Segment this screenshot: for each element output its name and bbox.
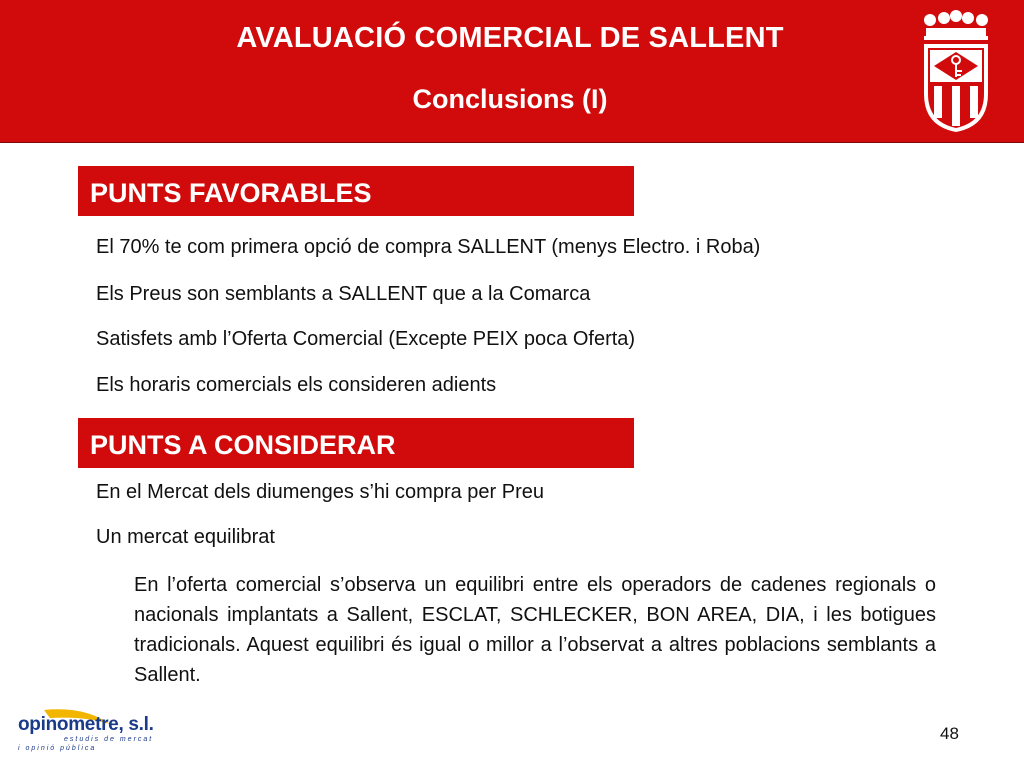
logo-tagline: estudis de mercat	[64, 736, 154, 743]
detail-paragraph: En l’oferta comercial s’observa un equilibri entre els operadors de cadenes regionals o nacionals implantats a Sallent, ESCLAT, SCHLECKER, BON AREA, DIA, i les botigues tradicionals. Aquest equilibri és igual o millor a l’observat a altres poblacions semblants a Sallent.	[134, 574, 936, 686]
list-item: Un mercat equilibrat	[96, 526, 275, 548]
section-heading-considerar: PUNTS A CONSIDERAR	[78, 418, 634, 468]
title-banner	[0, 0, 1024, 143]
list-item: Els horaris comercials els consideren adients	[96, 374, 497, 396]
logo-tagline: i opinió pública	[18, 745, 97, 752]
page-number: 48	[940, 724, 959, 743]
company-logo	[14, 704, 154, 754]
slide-subtitle: Conclusions (I)	[412, 84, 608, 114]
list-item: El 70% te com primera opció de compra SALLENT (menys Electro. i Roba)	[96, 236, 761, 258]
slide-title: AVALUACIÓ COMERCIAL DE SALLENT	[236, 22, 784, 54]
coat-of-arms-icon	[916, 8, 996, 134]
logo-name: opinometre, s.l.	[18, 714, 154, 735]
list-item: Satisfets amb l’Oferta Comercial (Excepte PEIX poca Oferta)	[96, 328, 636, 350]
list-item: Els Preus son semblants a SALLENT que a la Comarca	[96, 283, 591, 305]
list-item: En el Mercat dels diumenges s’hi compra per Preu	[96, 481, 544, 503]
section-heading-favorables: PUNTS FAVORABLES	[78, 166, 634, 216]
